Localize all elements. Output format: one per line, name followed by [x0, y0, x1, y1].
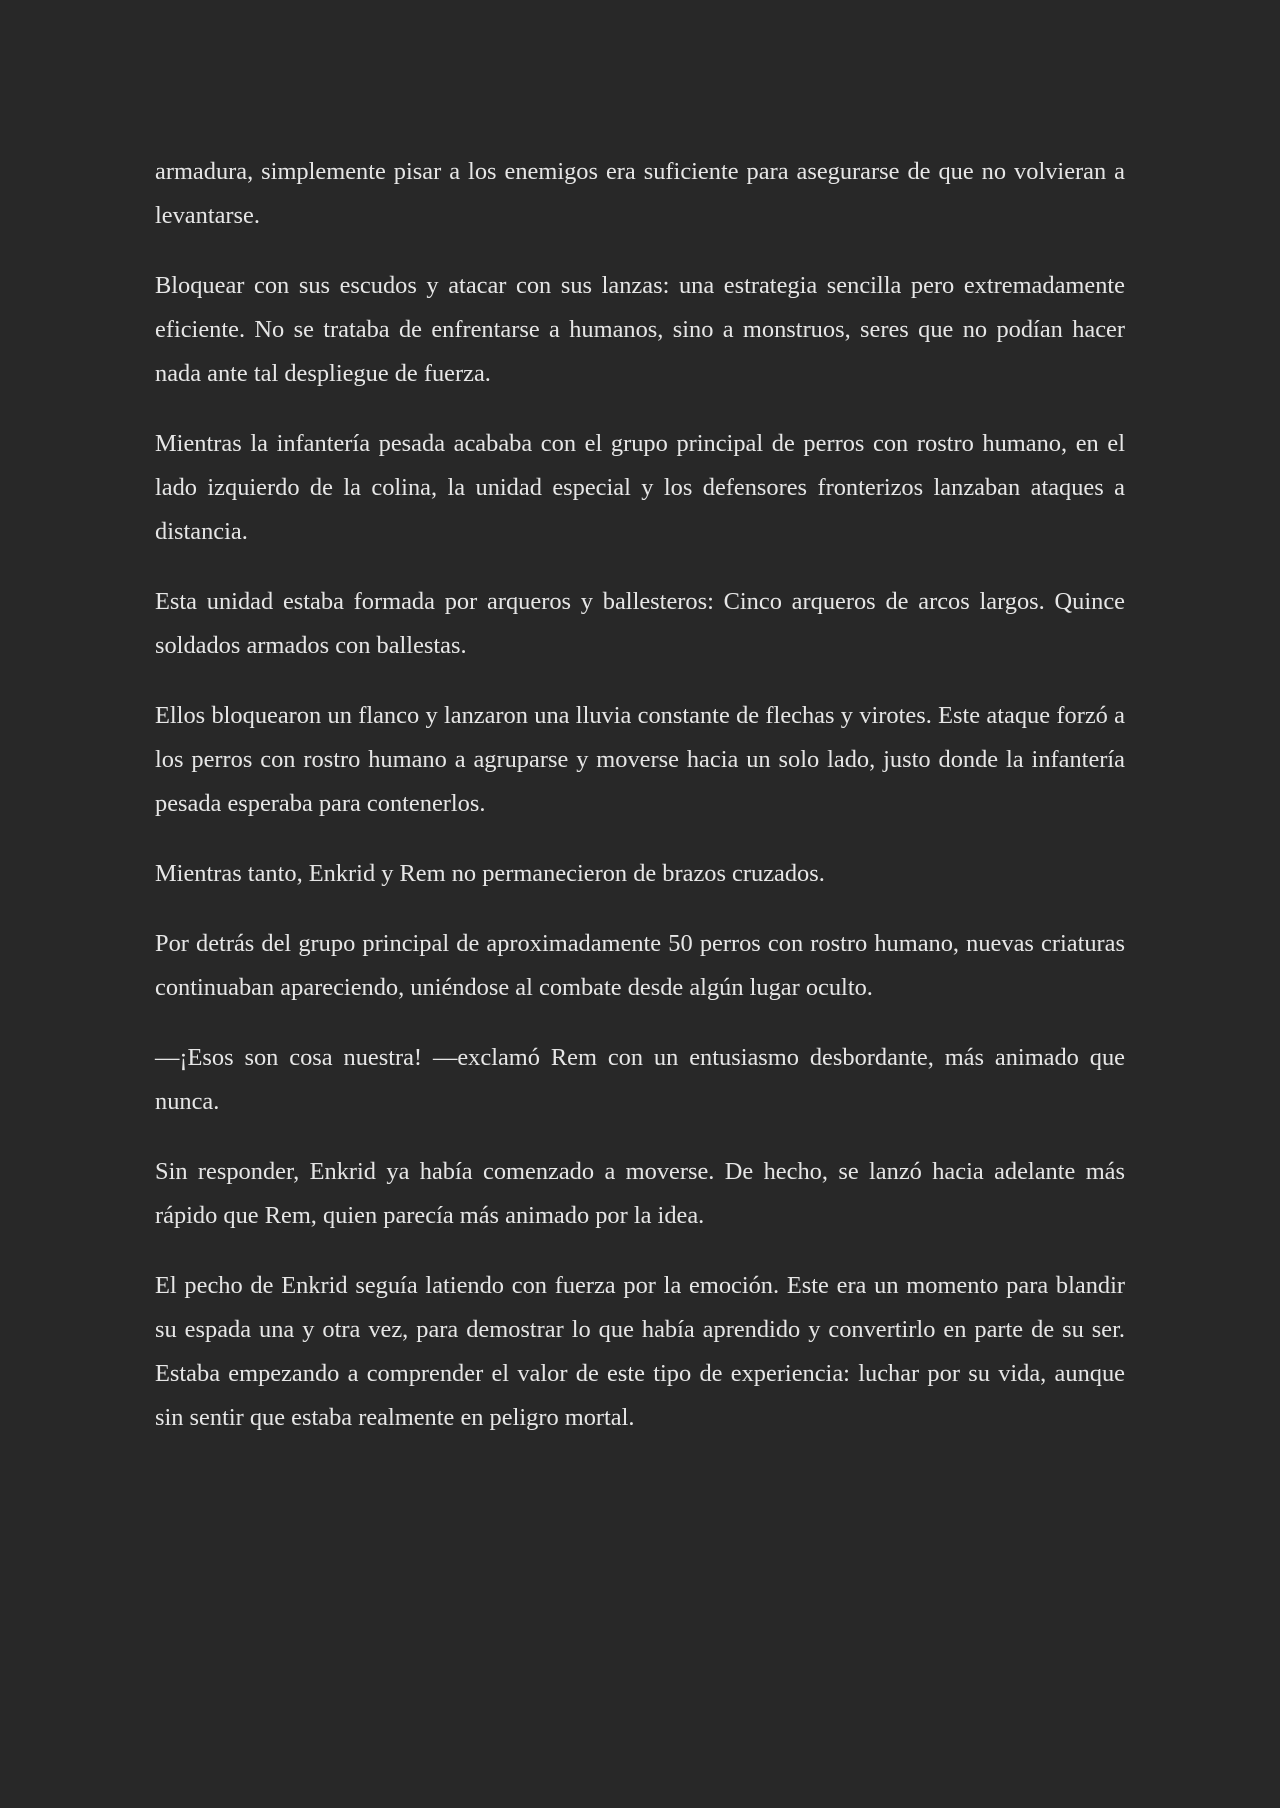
paragraph-7: Por detrás del grupo principal de aproximadamente 50 perros con rostro humano, nuevas criaturas continuaban apareciendo, uniéndose al combate desde algún lugar oculto. [155, 930, 1125, 1001]
paragraph-10: El pecho de Enkrid seguía latiendo con fuerza por la emoción. Este era un momento para blandir su espada una y otra vez, para demostrar lo que había aprendido y convertirlo en parte de su ser. Estaba empezando a comprender el valor de este tipo de experiencia: luchar por su vida, aunque sin sentir que estaba realmente en peligro mortal. [155, 1272, 1125, 1431]
paragraph-8: —¡Esos son cosa nuestra! —exclamó Rem con un entusiasmo desbordante, más animado que nunca. [155, 1044, 1125, 1115]
paragraph-3: Mientras la infantería pesada acababa con el grupo principal de perros con rostro humano, en el lado izquierdo de la colina, la unidad especial y los defensores fronterizos lanzaban ataques a distancia. [155, 430, 1125, 545]
paragraph-9: Sin responder, Enkrid ya había comenzado a moverse. De hecho, se lanzó hacia adelante más rápido que Rem, quien parecía más animado por la idea. [155, 1158, 1125, 1229]
paragraph-1: armadura, simplemente pisar a los enemigos era suficiente para asegurarse de que no volvieran a levantarse. [155, 158, 1125, 229]
paragraph-5: Ellos bloquearon un flanco y lanzaron una lluvia constante de flechas y virotes. Este ataque forzó a los perros con rostro humano a agruparse y moverse hacia un solo lado, justo donde la infantería pesada esperaba para contenerlos. [155, 702, 1125, 817]
paragraph-2: Bloquear con sus escudos y atacar con sus lanzas: una estrategia sencilla pero extremadamente eficiente. No se trataba de enfrentarse a humanos, sino a monstruos, seres que no podían hacer nada ante tal despliegue de fuerza. [155, 272, 1125, 387]
paragraph-6: Mientras tanto, Enkrid y Rem no permanecieron de brazos cruzados. [155, 860, 825, 887]
paragraph-4: Esta unidad estaba formada por arqueros y ballesteros: Cinco arqueros de arcos largos. Quince soldados armados con ballestas. [155, 588, 1125, 659]
